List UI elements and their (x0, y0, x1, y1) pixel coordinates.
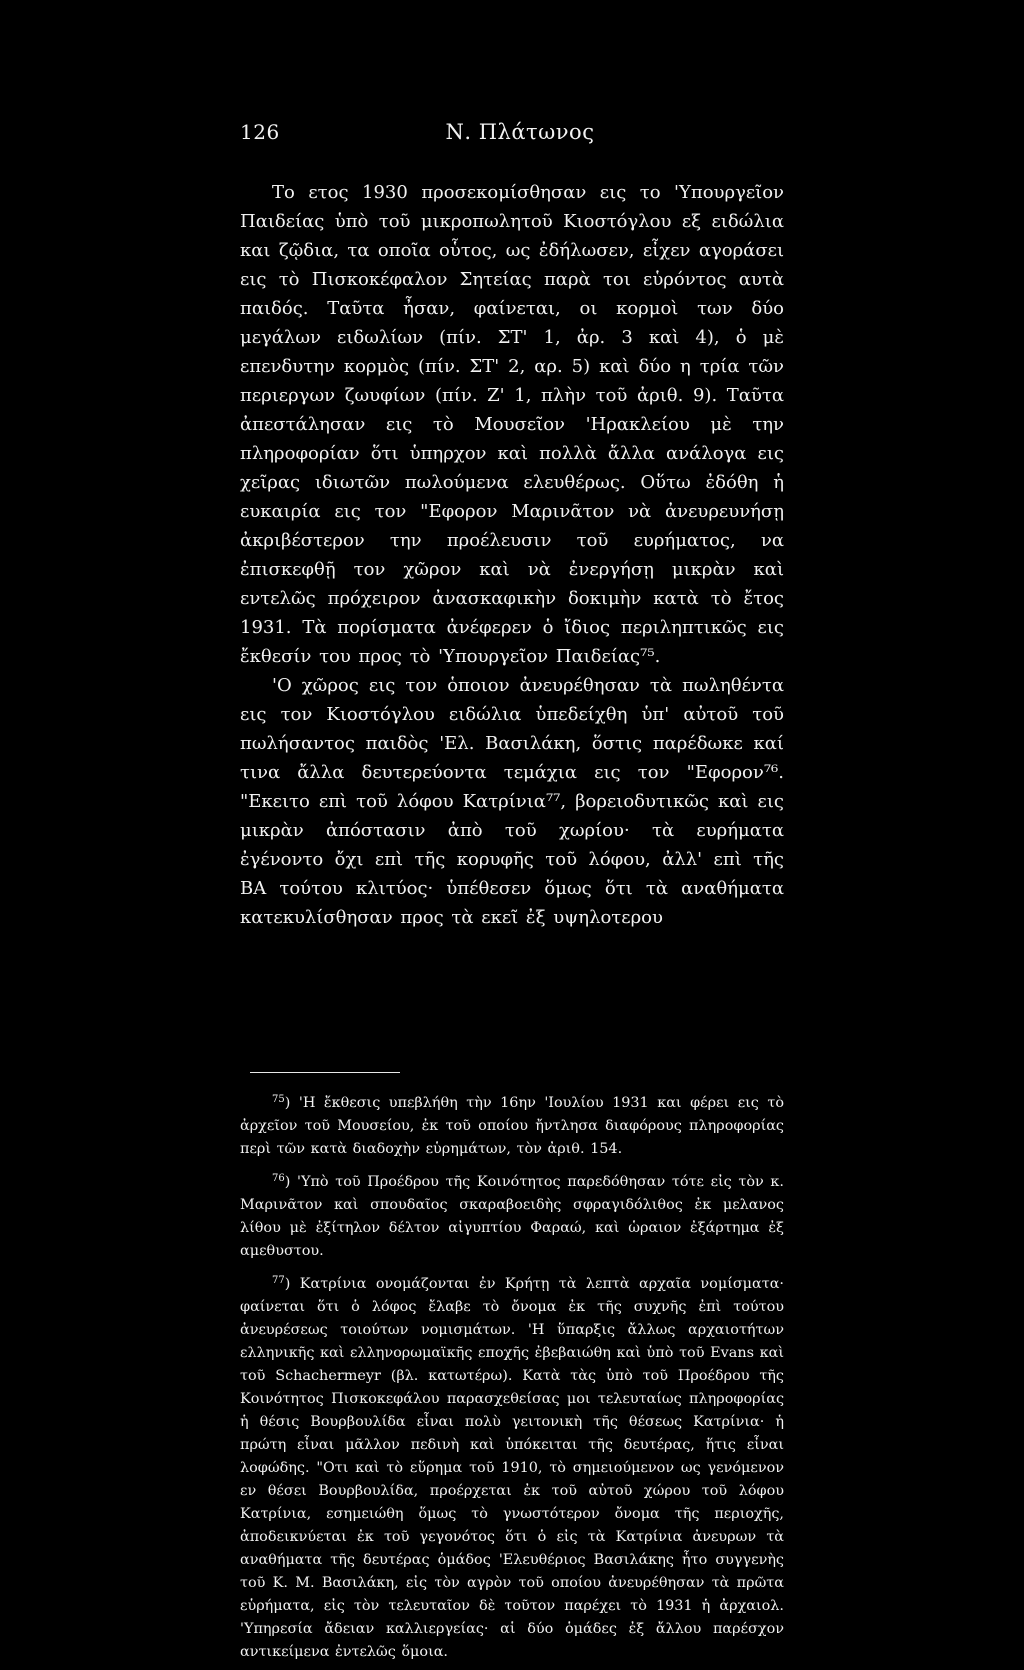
page-number: 126 (240, 120, 280, 144)
footnote-77: $^{77}$) Κατρίνια ονομάζονται ἐν Κρήτῃ τὰ λεπτὰ αρχαῖα νομίσματα· φαίνεται ὅτι ὁ λόφος ἔλαβε τὸ ὄνομα ἐκ τῆς συχνῆς ἐπὶ τούτου ἀνευρέσεως τοιούτων νομισμάτων. 'Η ὕπαρξις ἄλλως αρχαιοτήτων ελληνικῆς καὶ ελληνορωμαϊκῆς εποχῆς ἐβεβαιώθη καὶ ὑπὸ τοῦ Evans καὶ τοῦ Schachermeyr (βλ. κατωτέρω). Κατὰ τὰς ὑπὸ τοῦ Προέδρου τῆς Κοινότητος Πισκοκεφάλου παρασχεθείσας μοι τελευταίως πληροφορίας ἡ θέσις Βουρβουλίδα εἶναι πολὺ γειτονικὴ τῆς θέσεως Κατρίνια· ἡ πρώτη εἶναι μᾶλλον πεδινὴ καὶ ὑπόκειται τῆς δευτέρας, ἥτις εἶναι λοφώδης. "Οτι καὶ τὸ εὕρημα τοῦ 1910, τὸ σημειούμενον ως γενόμενον εν θέσει Βουρβουλίδα, προέρχεται ἐκ τοῦ αὐτοῦ χώρου τοῦ λόφου Κατρίνια, εσημειώθη ὅμως τὸ γνωστότερον ὄνομα τῆς περιοχῆς, ἀποδεικνύεται ἐκ τοῦ γεγονότος ὅτι ὁ εἰς τὰ Κατρίνια ἀνευρων τὰ αναθήματα τῆς δευτέρας ὁμάδος 'Ελευθέριος Βασιλάκης ἦτο συγγενὴς τοῦ Κ. Μ. Βασιλάκη, εἰς τὸν αγρὸν τοῦ οποίου ἀνευρέθησαν τὰ πρῶτα εὑρήματα, εἰς τὸν τελευταῖον δὲ τοῦτον παρέχει τὸ 1931 ἡ ἀρχαιολ. 'Υπηρεσία ἄδειαν καλλιεργείας· αἱ δύο ὁμάδες ἐξ ἄλλου παρέσχον αντικείμενα ἐντελῶς ὅμοια. (240, 1275, 784, 1660)
footnotes (240, 1088, 784, 1670)
footnote-marker: 75 (272, 1094, 285, 1105)
running-head: Ν. Πλάτωνος (445, 120, 595, 144)
page-header (240, 120, 800, 150)
footnote-text: Κατρίνια ονομάζονται ἐν Κρήτῃ τὰ λεπτὰ αρχαῖα νομίσματα· φαίνεται ὅτι ὁ λόφος ἔλαβε τὸ ὄνομα ἐκ τῆς συχνῆς ἐπὶ τούτου ἀνευρέσεως τοιούτων νομισμάτων. 'Η ὕπαρξις ἄλλως αρχαιοτήτων ελληνικῆς καὶ ελληνορωμαϊκῆς εποχῆς ἐβεβαιώθη καὶ ὑπὸ τοῦ Evans καὶ τοῦ Schachermeyr (βλ. κατωτέρω). Κατὰ τὰς ὑπὸ τοῦ Προέδρου τῆς Κοινότητος Πισκοκεφάλου παρασχεθείσας μοι τελευταίως πληροφορίας ἡ θέσις Βουρβουλίδα εἶναι πολὺ γειτονικὴ τῆς θέσεως Κατρίνια· ἡ πρώτη εἶναι μᾶλλον πεδινὴ καὶ ὑπόκειται τῆς δευτέρας, ἥτις εἶναι λοφώδης. "Οτι καὶ τὸ εὕρημα τοῦ 1910, τὸ σημειούμενον ως γενόμενον εν θέσει Βουρβουλίδα, προέρχεται ἐκ τοῦ αὐτοῦ χώρου τοῦ λόφου Κατρίνια, εσημειώθη ὅμως τὸ γνωστότερον ὄνομα τῆς περιοχῆς, ἀποδεικνύεται ἐκ τοῦ γεγονότος ὅτι ὁ εἰς τὰ Κατρίνια ἀνευρων τὰ αναθήματα τῆς δευτέρας ὁμάδος 'Ελευθέριος Βασιλάκης ἦτο συγγενὴς τοῦ Κ. Μ. Βασιλάκη, εἰς τὸν αγρὸν τοῦ οποίου ἀνευρέθησαν τὰ πρῶτα εὑρήματα, εἰς τὸν τελευταῖον δὲ τοῦτον παρέχει τὸ 1931 ἡ ἀρχαιολ. 'Υπηρεσία ἄδειαν καλλιεργείας· αἱ δύο ὁμάδες ἐξ ἄλλου παρέσχον αντικείμενα ἐντελῶς ὅμοια. (240, 1276, 784, 1660)
footnote-rule (250, 1072, 400, 1073)
paragraph-1: Το ετος 1930 προσεκομίσθησαν εις το 'Υπουργεῖον Παιδείας ὑπὸ τοῦ μικροπωλητοῦ Κιοστόγλου εξ ειδώλια και ζῷδια, τα οποῖα οὗτος, ως ἐδήλωσεν, εἶχεν αγοράσει εις τὸ Πισκοκέφαλον Σητείας παρὰ τοι εὑρόντος αυτὰ παιδός. Ταῦτα ἦσαν, φαίνεται, οι κορμοὶ των δύο μεγάλων ειδωλίων (πίν. ΣΤ' 1, ἀρ. 3 καὶ 4), ὁ μὲ επενδυτην κορμὸς (πίν. ΣΤ' 2, αρ. 5) καὶ δύο η τρία τῶν περιεργων ζωυφίων (πίν. Ζ' 1, πλὴν τοῦ ἀριθ. 9). Ταῦτα ἀπεστάλησαν εις τὸ Μουσεῖον 'Ηρακλείου μὲ την πληροφορίαν ὅτι ὑπηρχον καὶ πολλὰ ἄλλα ανάλογα εις χεῖρας ιδιωτῶν πωλούμενα ελευθέρως. Οὕτω ἐδόθη ἡ ευκαιρία εις τον "Εφορον Μαρινᾶτον νὰ ἀνευρευνήσῃ ἀκριβέστερον την προέλευσιν τοῦ ευρήματος, να ἐπισκεφθῇ τον χῶρον καὶ νὰ ἐνεργήσῃ μικρὰν καὶ εντελῶς πρόχειρον ἀνασκαφικὴν δοκιμὴν κατὰ τὸ ἔτος 1931. Τὰ πορίσματα ἀνέφερεν ὁ ἴδιος περιληπτικῶς εις ἔκθεσίν του προς τὸ 'Υπουργεῖον Παιδείας⁷⁵. (240, 182, 784, 667)
footnote-marker: 77 (272, 1275, 285, 1286)
footnote-text: 'Η ἔκθεσις υπεβλήθη τὴν 16ην 'Ιουλίου 1931 και φέρει εις τὸ ἀρχεῖον τοῦ Μουσείου, ἐκ τοῦ οποίου ἤντλησα διαφόρους πληροφορίας περὶ τῶν κατὰ διαδοχὴν εὑρημάτων, τὸν ἀριθ. 154. (240, 1095, 784, 1157)
paragraph-2: 'Ο χῶρος εις τον ὁποιον ἀνευρέθησαν τὰ πωληθέντα εις τον Κιοστόγλου ειδώλια ὑπεδείχθη ὑπ' αὐτοῦ τοῦ πωλήσαντος παιδὸς 'Ελ. Βασιλάκη, ὅστις παρέδωκε καί τινα ἄλλα δευτερεύοντα τεμάχια εις τον "Εφορον⁷⁶. "Εκειτο επὶ τοῦ λόφου Κατρίνια⁷⁷, βορειοδυτικῶς καὶ εις μικρὰν ἀπόστασιν ἀπὸ τοῦ χωρίου· τὰ ευρήματα ἐγένοντο ὄχι επὶ τῆς κορυφῆς τοῦ λόφου, ἀλλ' επὶ τῆς ΒΑ τούτου κλιτύος· ὑπέθεσεν ὅμως ὅτι τὰ αναθήματα κατεκυλίσθησαν προς τὰ εκεῖ ἐξ υψηλοτερου (240, 675, 784, 928)
main-text (240, 178, 784, 932)
footnote-marker: 76 (272, 1173, 285, 1184)
footnote-text: 'Υπὸ τοῦ Προέδρου τῆς Κοινότητος παρεδόθησαν τότε εἰς τὸν κ. Μαρινᾶτον καὶ σπουδαῖος σκαραβοειδὴς σφραγιδόλιθος ἐκ μελανος λίθου μὲ ἐξίτηλον δέλτον αἰγυπτίου Φαραώ, καὶ ὡραιον ἐξάρτημα ἐξ αμεθυστου. (240, 1174, 784, 1259)
footnote-76: $^{76}$) 'Υπὸ τοῦ Προέδρου τῆς Κοινότητος παρεδόθησαν τότε εἰς τὸν κ. Μαρινᾶτον καὶ σπουδαῖος σκαραβοειδὴς σφραγιδόλιθος ἐκ μελανος λίθου μὲ ἐξίτηλον δέλτον αἰγυπτίου Φαραώ, καὶ ὡραιον ἐξάρτημα ἐξ αμεθυστου. (240, 1173, 784, 1259)
footnote-75: $^{75}$) 'Η ἔκθεσις υπεβλήθη τὴν 16ην 'Ιουλίου 1931 και φέρει εις τὸ ἀρχεῖον τοῦ Μουσείου, ἐκ τοῦ οποίου ἤντλησα διαφόρους πληροφορίας περὶ τῶν κατὰ διαδοχὴν εὑρημάτων, τὸν ἀριθ. 154. (240, 1094, 784, 1157)
